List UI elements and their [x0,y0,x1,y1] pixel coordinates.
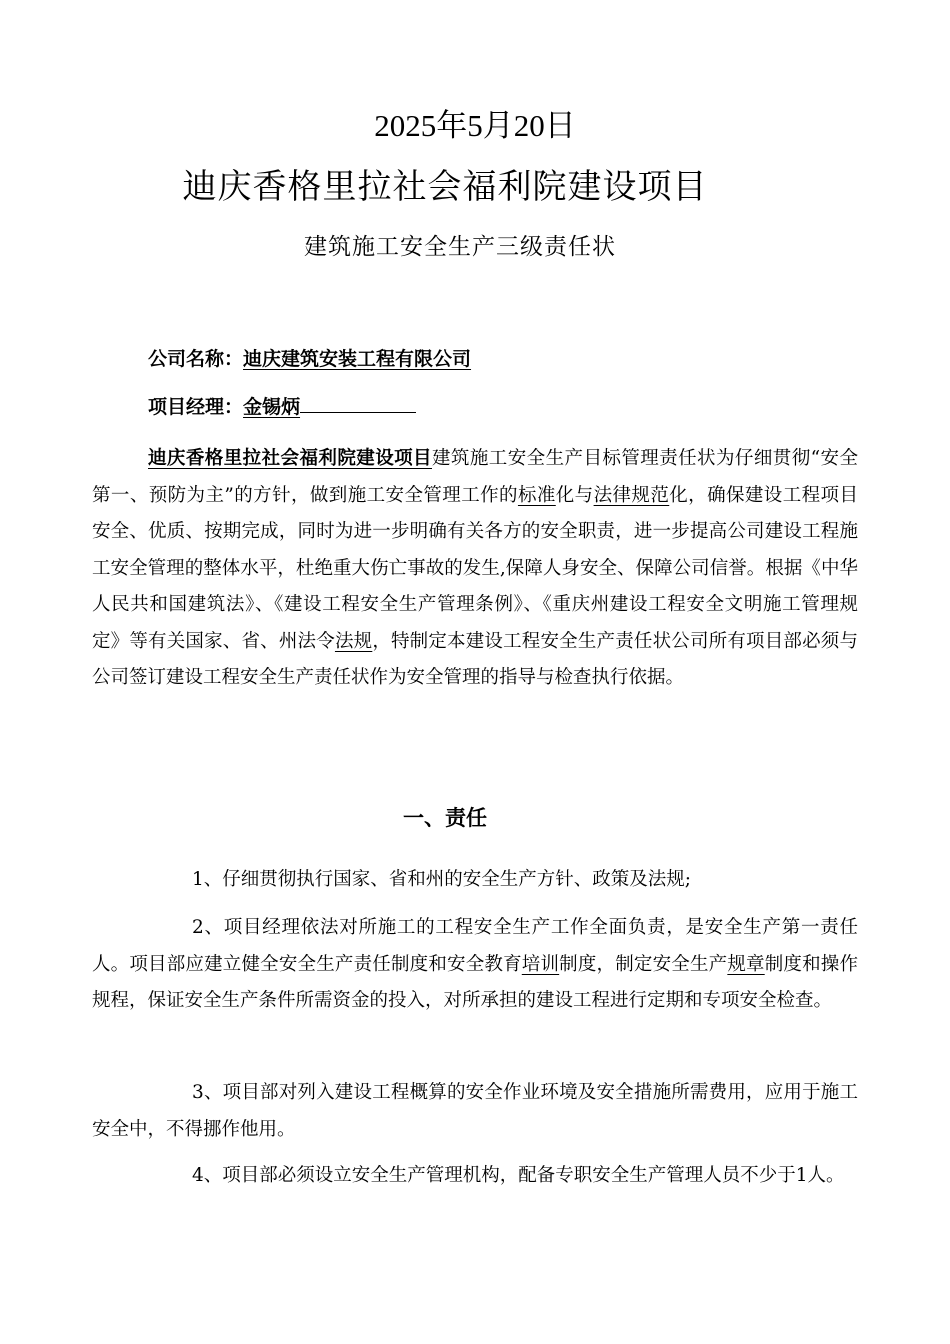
link-training[interactable]: 培训 [521,953,560,975]
section-heading-responsibility: 一、责任 [403,806,487,830]
responsibility-item-3: 3、项目部对列入建设工程概算的安全作业环境及安全措施所需费用，应用于施工安全中，不得挪作他用。 [92,1082,858,1140]
intro-paragraph [92,441,858,697]
company-name-label: 公司名称： [148,348,244,370]
responsibility-item-1: 1、仔细贯彻执行国家、省和州的安全生产方针、政策及法规; [192,869,692,890]
intro-text-3: 化，确保建设工程项目安全、优质、按期完成，同时为进一步明确有关各方的安全职责，进一步提高公司建设工程施工安全管理的整体水平，杜绝重大伤亡事故的发生,保障人身安全、保障公司信誉。根据《中华人民共和国建筑法》、《建设工程安全生产管理条例》、《重庆州建设工程安全文明施工管理规定》等有关国家、省、州法令 [92,484,858,652]
project-manager-label: 项目经理： [148,396,244,418]
project-manager-row [148,392,416,422]
intro-project-name: 迪庆香格里拉社会福利院建设项目 [148,448,432,469]
responsibility-item-4: 4、项目部必须设立安全生产管理机构，配备专职安全生产管理人员不少于1人。 [192,1165,845,1186]
project-title: 迪庆香格里拉社会福利院建设项目 [182,167,708,207]
project-manager-value: 金锡炳 [243,396,301,418]
intro-text-1: 建筑施工安全生产目标管理责任状为仔细贯彻“安全第一、预防为主”的方针，做到施工安全管理工作的 [92,448,858,506]
signature-blank-line [300,392,416,413]
intro-text-4: ，特制定本建设工程安全生产责任状公司所有项目部必须与公司签订建设工程安全生产责任状作为安全管理的指导与检查执行依据。 [92,630,858,688]
document-date: 2025年5月20日 [374,108,576,143]
company-name-value: 迪庆建筑安装工程有限公司 [243,348,472,370]
item-2-text-3: 制度和操作规程，保证安全生产条件所需资金的投入，对所承担的建设工程进行定期和专项安全检查。 [92,953,858,1011]
link-rules[interactable]: 规章 [727,953,765,975]
responsibility-item-2 [92,910,858,1020]
link-standard[interactable]: 标准 [517,484,556,506]
intro-text-2: 化与 [555,484,594,506]
link-legal-norms[interactable]: 法律规范 [593,484,670,506]
company-name-row [148,344,471,374]
document-subtitle: 建筑施工安全生产三级责任状 [304,234,616,260]
item-2-text-1: 2、项目经理依法对所施工的工程安全生产工作全面负责，是安全生产第一责任人。项目部应建立健全安全生产责任制度和安全教育 [92,917,858,975]
link-regulations[interactable]: 法规 [334,630,373,652]
item-2-text-2: 制度，制定安全生产 [559,953,728,975]
